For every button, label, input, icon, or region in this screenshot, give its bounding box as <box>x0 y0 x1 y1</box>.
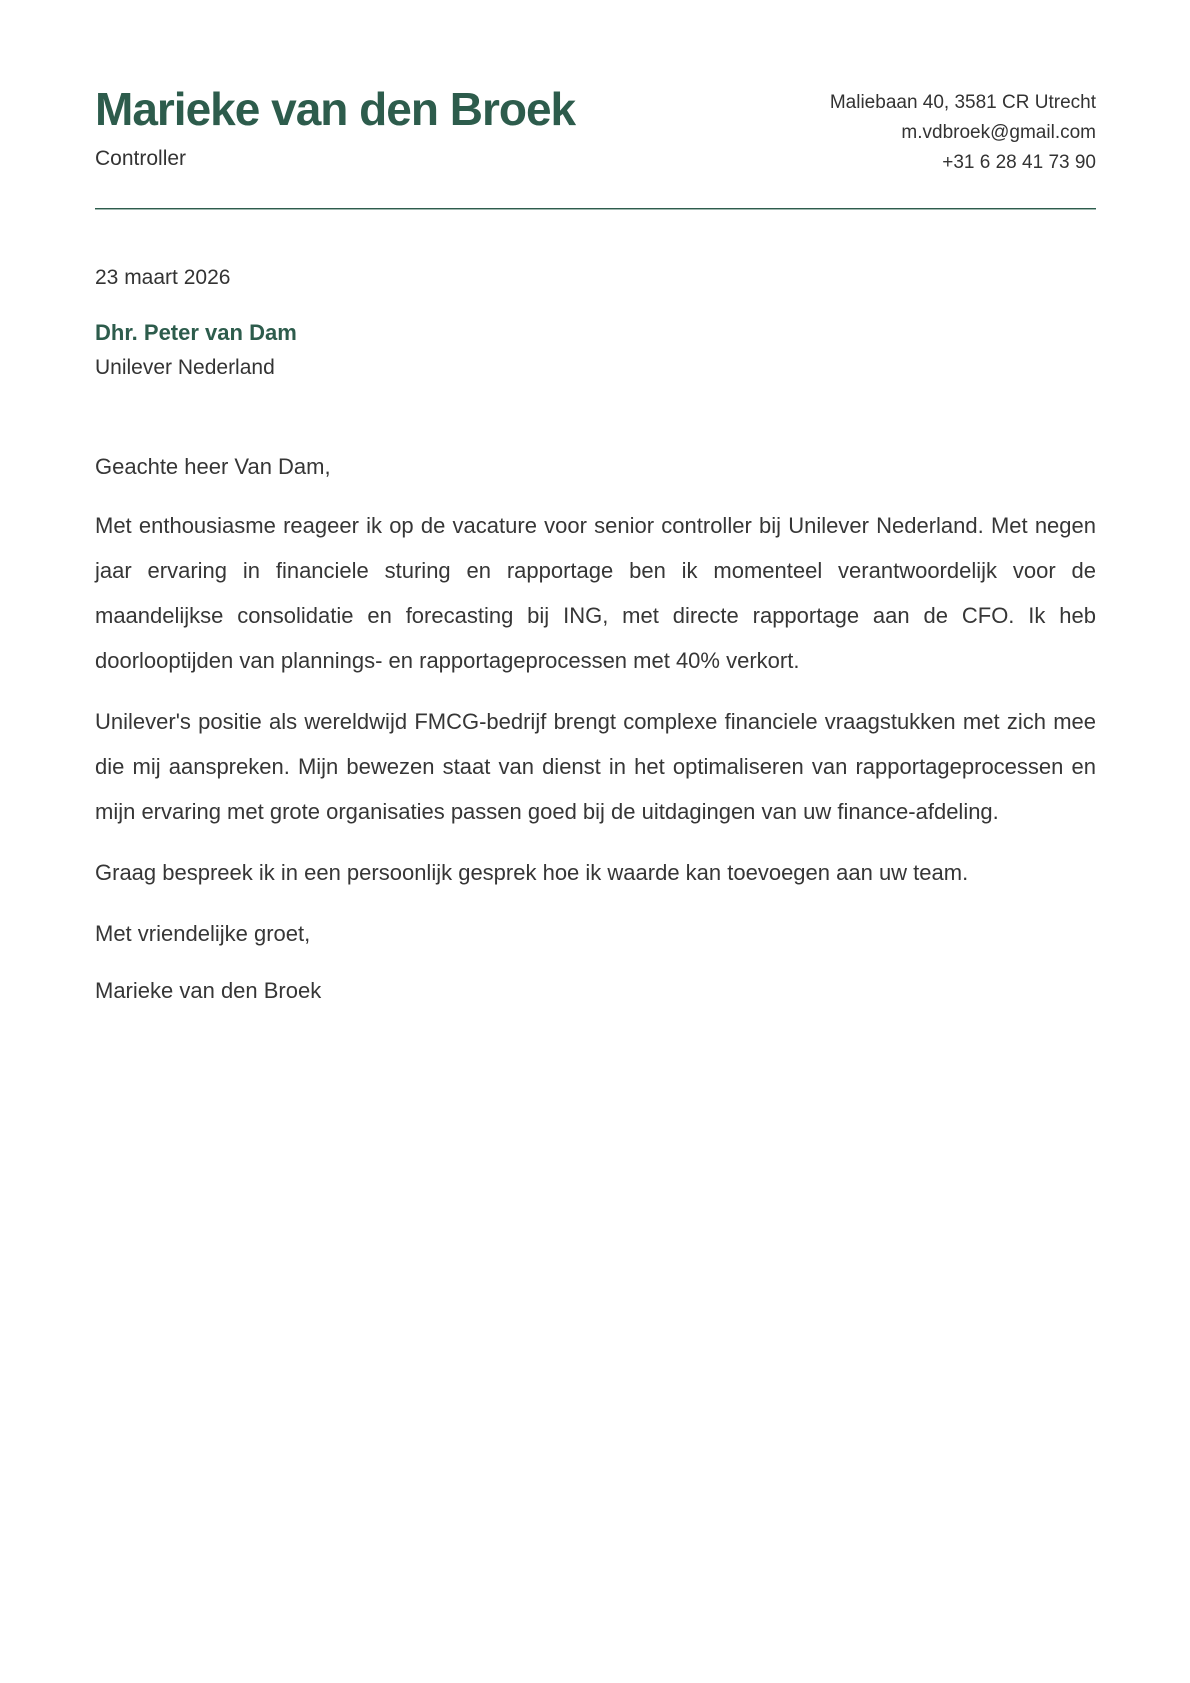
contact-email: m.vdbroek@gmail.com <box>901 122 1096 143</box>
contact-address: Maliebaan 40, 3581 CR Utrecht <box>829 92 1096 113</box>
signature-name: Marieke van den Broek <box>95 978 322 1003</box>
sender-name: Marieke van den Broek <box>95 83 576 135</box>
letter-date: 23 maart 2026 <box>95 266 231 289</box>
salutation: Geachte heer Van Dam, <box>95 454 331 479</box>
body-paragraph-3: Graag bespreek ik in een persoonlijk gesprek hoe ik waarde kan toevoegen aan uw team. <box>95 860 969 885</box>
recipient-company: Unilever Nederland <box>95 356 275 379</box>
body-paragraph-2: Unilever's positie als wereldwijd FMCG-bedrijf brengt complexe financiele vraagstukken met zich mee die mij aanspreken. Mijn bewezen staat van dienst in het optimaliseren van rapportageprocessen en mijn ervaring met grote organisaties passen goed bij de uitdagingen van uw finance-afdeling. <box>95 709 1096 824</box>
contact-block <box>830 85 1096 178</box>
letter-header <box>95 85 1096 178</box>
sender-job-title: Controller <box>95 147 187 171</box>
recipient-name: Dhr. Peter van Dam <box>95 320 297 345</box>
contact-phone: +31 6 28 41 73 90 <box>942 152 1096 173</box>
letter-body <box>95 444 1096 1013</box>
body-paragraph-1: Met enthousiasme reageer ik op de vacature voor senior controller bij Unilever Nederland. Met negen jaar ervaring in financiele sturing en rapportage ben ik momenteel verantwoordelijk voor de maandelijkse consolidatie en forecasting bij ING, met directe rapportage aan de CFO. Ik heb doorlooptijden van plannings- en rapportageprocessen met 40% verkort. <box>95 513 1096 673</box>
recipient-block <box>95 320 1096 380</box>
closing-line: Met vriendelijke groet, <box>95 921 311 946</box>
header-divider <box>95 208 1096 210</box>
sender-block <box>95 85 575 171</box>
